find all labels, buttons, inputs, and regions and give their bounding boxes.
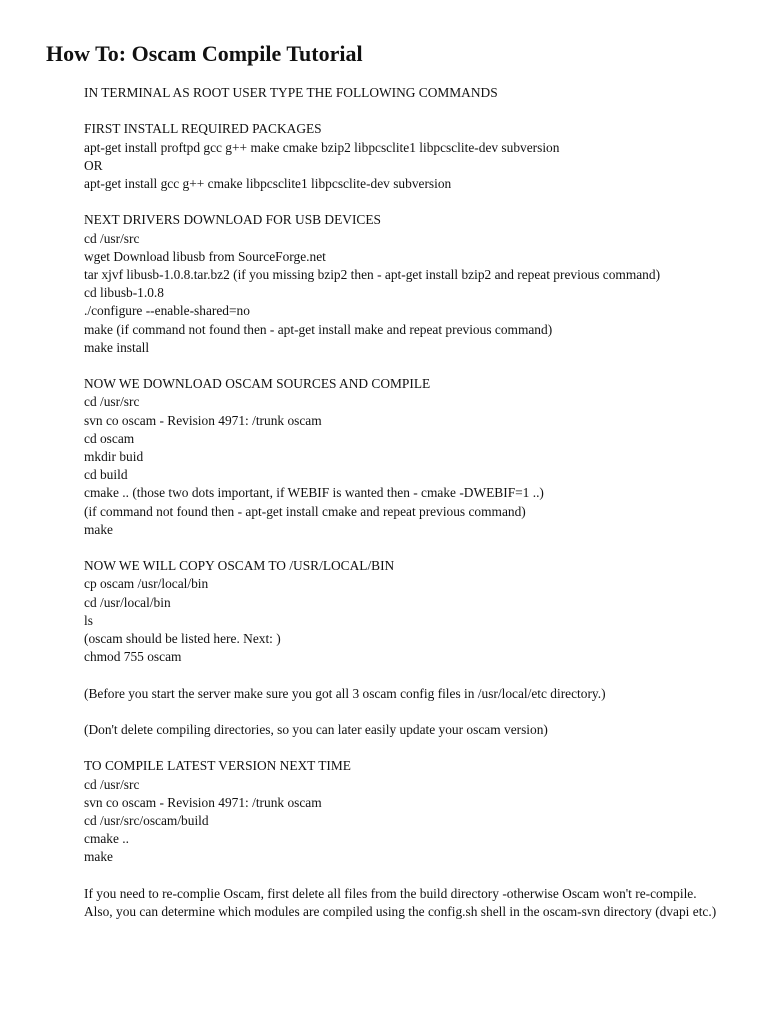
command-line: cd build <box>84 467 128 483</box>
command-line: make <box>84 849 113 865</box>
command-line: ./configure --enable-shared=no <box>84 303 250 319</box>
section-update <box>84 757 724 866</box>
command-line: (if command not found then - apt-get install cmake and repeat previous command) <box>84 503 526 519</box>
command-line: make install <box>84 339 150 355</box>
command-line: apt-get install proftpd gcc g++ make cmake bzip2 libpcsclite1 libpcsclite-dev subversion <box>84 139 560 155</box>
command-line: (oscam should be listed here. Next: ) <box>84 631 281 647</box>
spacer <box>84 102 724 120</box>
command-line: make <box>84 521 113 537</box>
intro-text: IN TERMINAL AS ROOT USER TYPE THE FOLLOWING COMMANDS <box>84 85 498 100</box>
command-line: cd /usr/src <box>84 230 140 246</box>
command-line: apt-get install gcc g++ cmake libpcsclite1 libpcsclite-dev subversion <box>84 176 452 191</box>
command-line: cd /usr/src/oscam/build <box>84 813 209 829</box>
command-line: cd /usr/src <box>84 776 140 792</box>
command-line: cd libusb-1.0.8 <box>84 285 164 301</box>
command-line: cmake .. (those two dots important, if WEBIF is wanted then - cmake -DWEBIF=1 ..) <box>84 485 544 501</box>
section-heading: TO COMPILE LATEST VERSION NEXT TIME <box>84 758 351 774</box>
spacer <box>84 193 724 211</box>
directories-note: (Don't delete compiling directories, so you can later easily update your oscam version) <box>84 722 548 738</box>
command-line: svn co oscam - Revision 4971: /trunk oscam <box>84 794 322 810</box>
spacer <box>84 666 724 684</box>
spacer <box>84 867 724 885</box>
command-line: mkdir buid <box>84 449 144 465</box>
command-line: cmake .. <box>84 831 129 847</box>
section-oscam <box>84 375 724 539</box>
command-line: cd /usr/local/bin <box>84 594 171 610</box>
footer-notes <box>84 885 724 921</box>
command-line: ls <box>84 612 93 628</box>
document-body <box>84 84 724 921</box>
page-title: How To: Oscam Compile Tutorial <box>46 41 363 66</box>
command-line: wget Download libusb from SourceForge.net <box>84 248 326 264</box>
section-drivers <box>84 211 724 357</box>
section-heading: NEXT DRIVERS DOWNLOAD FOR USB DEVICES <box>84 212 381 228</box>
spacer <box>84 357 724 375</box>
section-copy <box>84 557 724 666</box>
recompile-paragraph: If you need to re-complie Oscam, first delete all files from the build directory -otherwise Oscam won't re-compile. <box>84 885 697 901</box>
command-line: make (if command not found then - apt-get install make and repeat previous command) <box>84 321 553 337</box>
section-packages <box>84 120 724 193</box>
command-line: cd oscam <box>84 430 135 446</box>
section-heading: NOW WE WILL COPY OSCAM TO /USR/LOCAL/BIN <box>84 558 395 574</box>
command-line: cd /usr/src <box>84 394 140 410</box>
command-line: cp oscam /usr/local/bin <box>84 576 209 592</box>
spacer <box>84 739 724 757</box>
command-line: OR <box>84 157 103 173</box>
spacer <box>84 539 724 557</box>
spacer <box>84 703 724 721</box>
command-line: tar xjvf libusb-1.0.8.tar.bz2 (if you missing bzip2 then - apt-get install bzip2 and repeat previous command) <box>84 267 661 282</box>
modules-paragraph: Also, you can determine which modules are compiled using the config.sh shell in the oscam-svn directory (dvapi etc.) <box>84 904 717 920</box>
section-heading: FIRST INSTALL REQUIRED PACKAGES <box>84 121 322 137</box>
command-line: svn co oscam - Revision 4971: /trunk oscam <box>84 412 322 428</box>
config-note: (Before you start the server make sure you got all 3 oscam config files in /usr/local/etc directory.) <box>84 685 606 701</box>
section-heading: NOW WE DOWNLOAD OSCAM SOURCES AND COMPILE <box>84 376 431 392</box>
command-line: chmod 755 oscam <box>84 649 182 665</box>
